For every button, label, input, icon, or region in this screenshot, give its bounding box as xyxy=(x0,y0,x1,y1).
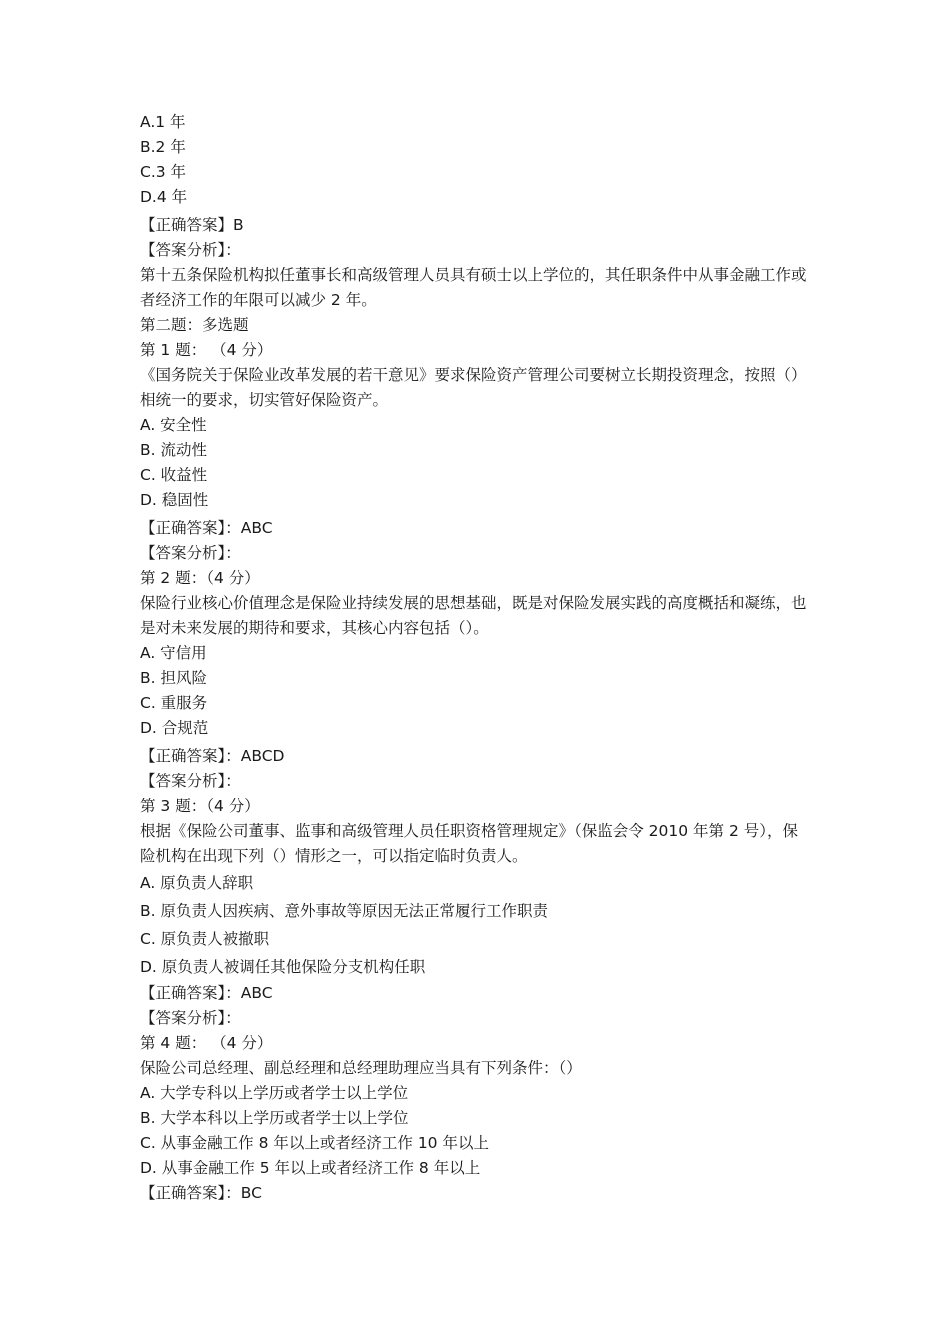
q3-header: 第 3 题：（4 分） xyxy=(140,797,260,815)
q1-option-d: D. 稳固性 xyxy=(140,491,209,509)
q2-text: 保险行业核心价值理念是保险业持续发展的思想基础，既是对保险发展实践的高度概括和凝练，也是对未来发展的期待和要求，其核心内容包括（）。 xyxy=(140,594,807,637)
q0-analysis-label: 【答案分析】： xyxy=(140,241,241,259)
q4-option-c: C. 从事金融工作 8 年以上或者经济工作 10 年以上 xyxy=(140,1134,489,1152)
q0-option-c: C.3 年 xyxy=(140,163,187,181)
q3-option-c: C. 原负责人被撤职 xyxy=(140,930,270,948)
q3-option-d: D. 原负责人被调任其他保险分支机构任职 xyxy=(140,958,426,976)
q3-text: 根据《保险公司董事、监事和高级管理人员任职资格管理规定》（保监会令 2010 年第 2 号），保险机构在出现下列（）情形之一，可以指定临时负责人。 xyxy=(140,822,799,865)
q3-option-a: A. 原负责人辞职 xyxy=(140,874,254,892)
q2-analysis-label: 【答案分析】： xyxy=(140,772,241,790)
q1-analysis-label: 【答案分析】： xyxy=(140,544,241,562)
q0-option-d: D.4 年 xyxy=(140,188,188,206)
q2-header: 第 2 题：（4 分） xyxy=(140,569,260,587)
q1-option-b: B. 流动性 xyxy=(140,441,207,459)
q3-answer: 【正确答案】：ABC xyxy=(140,984,273,1002)
q2-option-c: C. 重服务 xyxy=(140,694,208,712)
document-page xyxy=(140,110,820,1206)
q3-option-b: B. 原负责人因疾病、意外事故等原因无法正常履行工作职责 xyxy=(140,902,548,920)
q0-option-b: B.2 年 xyxy=(140,138,186,156)
q1-option-c: C. 收益性 xyxy=(140,466,208,484)
q1-text: 《国务院关于保险业改革发展的若干意见》要求保险资产管理公司要树立长期投资理念，按照（）相统一的要求，切实管好保险资产。 xyxy=(140,366,807,409)
q2-option-d: D. 合规范 xyxy=(140,719,209,737)
q0-option-a: A.1 年 xyxy=(140,113,186,131)
q2-option-a: A. 守信用 xyxy=(140,644,207,662)
q4-text: 保险公司总经理、副总经理和总经理助理应当具有下列条件：（） xyxy=(140,1059,582,1077)
q1-answer: 【正确答案】：ABC xyxy=(140,519,273,537)
q2-option-b: B. 担风险 xyxy=(140,669,207,687)
q0-answer: 【正确答案】B xyxy=(140,216,244,234)
q1-option-a: A. 安全性 xyxy=(140,416,207,434)
section-title: 第二题：多选题 xyxy=(140,316,249,334)
q4-answer: 【正确答案】：BC xyxy=(140,1184,262,1202)
q3-analysis-label: 【答案分析】： xyxy=(140,1009,241,1027)
q0-analysis: 第十五条保险机构拟任董事长和高级管理人员具有硕士以上学位的，其任职条件中从事金融工作或者经济工作的年限可以减少 2 年。 xyxy=(140,266,807,309)
q1-header: 第 1 题： （4 分） xyxy=(140,341,273,359)
q4-header: 第 4 题： （4 分） xyxy=(140,1034,273,1052)
q4-option-b: B. 大学本科以上学历或者学士以上学位 xyxy=(140,1109,409,1127)
q4-option-a: A. 大学专科以上学历或者学士以上学位 xyxy=(140,1084,409,1102)
q2-answer: 【正确答案】：ABCD xyxy=(140,747,285,765)
q4-option-d: D. 从事金融工作 5 年以上或者经济工作 8 年以上 xyxy=(140,1159,481,1177)
